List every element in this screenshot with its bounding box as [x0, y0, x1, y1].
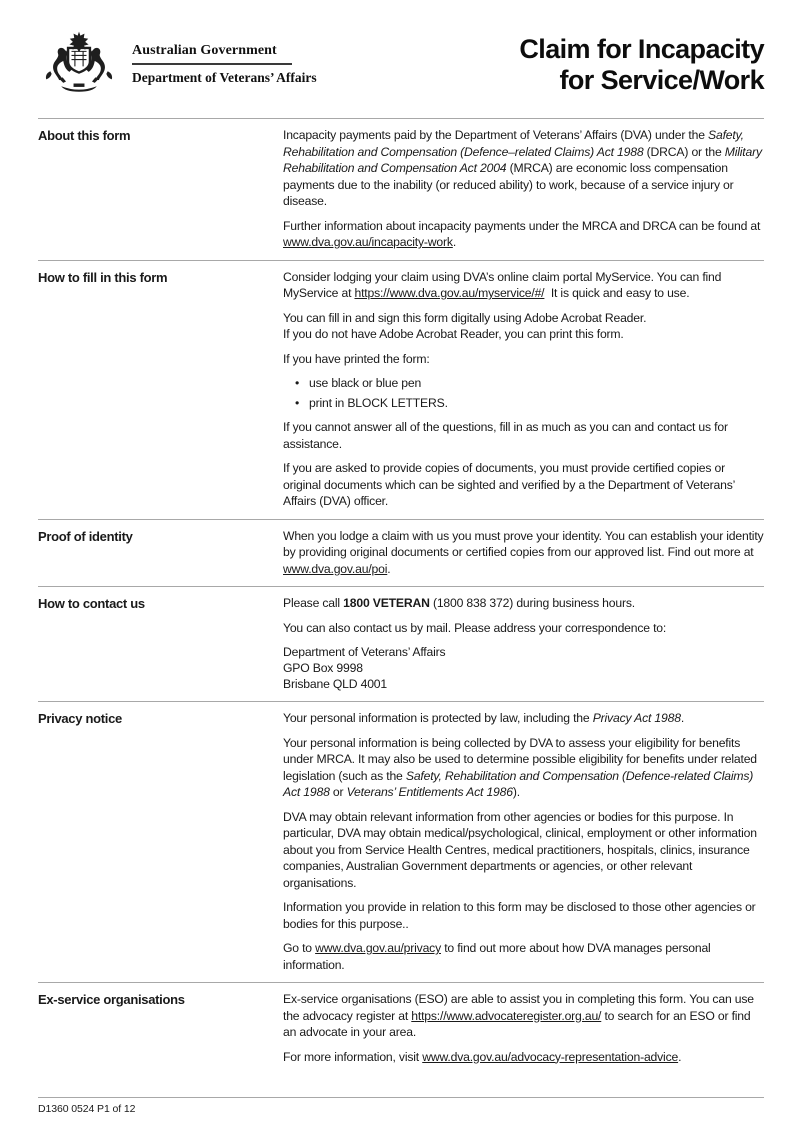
- text-run: .: [678, 1049, 682, 1064]
- section-title: Ex-service organisations: [38, 992, 185, 1007]
- text-run: Your personal information is being collected by DVA to assess your eligibility for benefits under MRCA. It may also be used to determine possible eligibility for benefits under related legislation (such as the: [283, 735, 757, 783]
- paragraph: [283, 269, 765, 302]
- paragraph: [283, 419, 765, 452]
- section-about-this-form: [38, 119, 764, 260]
- paragraph: [283, 620, 765, 637]
- text-run: Privacy Act 1988: [592, 711, 681, 725]
- text-run: to search for an ESO or find an advocate in your area.: [283, 1008, 751, 1039]
- list-item: [283, 375, 765, 392]
- text-run: Further information about incapacity payments under the MRCA and DRCA can be found at: [283, 218, 761, 233]
- page-title: [519, 34, 764, 96]
- section-privacy-notice: [38, 702, 764, 982]
- coat-of-arms-icon: [38, 28, 120, 98]
- section-title: Privacy notice: [38, 711, 122, 726]
- page-title-line1: Claim for Incapacity: [519, 34, 764, 64]
- text-run: (DRCA) or the: [643, 144, 725, 159]
- section-body: [283, 127, 765, 251]
- crest-gov-title: Australian Government: [132, 42, 277, 58]
- section-body: [283, 710, 765, 973]
- link[interactable]: https://www.advocateregister.org.au/: [411, 1008, 602, 1023]
- section-how-to-contact-us: [38, 587, 764, 701]
- text-run: .: [387, 561, 391, 576]
- paragraph: [283, 940, 765, 973]
- crest-divider: [132, 63, 292, 65]
- text-run: ).: [512, 785, 520, 799]
- footer-divider: [38, 1097, 764, 1098]
- text-run: When you lodge a claim with us you must prove your identity. You can establish your identity by providing original documents or certified copies from our approved list. Find out more at: [283, 528, 764, 559]
- text-run: If you are asked to provide copies of documents, you must provide certified copies or original documents which can be sighted and verified by a the Department of Veterans’ Affairs (DVA) officer.: [283, 461, 735, 508]
- paragraph: [283, 809, 765, 892]
- text-run: If you do not have Adobe Acrobat Reader, you can print this form.: [283, 327, 624, 341]
- section-title: Proof of identity: [38, 528, 133, 544]
- link[interactable]: https://www.dva.gov.au/myservice/#/: [354, 286, 545, 300]
- text-run: Please call: [283, 596, 344, 610]
- section-body: [283, 528, 765, 578]
- text-run: Military Rehabilitation and Compensation Act 2004: [283, 144, 762, 175]
- paragraph: [283, 735, 765, 801]
- text-run: GPO Box 9998: [283, 661, 363, 675]
- text-run: Incapacity payments paid by the Department of Veterans’ Affairs (DVA) under the: [283, 128, 709, 142]
- paragraph: [283, 310, 765, 343]
- text-run: Consider lodging your claim using DVA’s online claim portal MyService. You can find MyService at: [283, 269, 722, 300]
- section-ex-service-organisations: [38, 983, 764, 1097]
- paragraph: [283, 218, 765, 251]
- text-run: to find out more about how DVA manages personal information.: [283, 941, 711, 972]
- paragraph: [283, 710, 765, 727]
- text-run: DVA may obtain relevant information from other agencies or bodies for this purpose. In particular, DVA may obtain medical/psychological, clinical, employment or other information about you from Service Health Centres, medical practitioners, hospitals, clinics, insurance companies, Australian Government departments or agencies, or other relevant organisations.: [283, 809, 757, 890]
- text-run: Information you provide in relation to this form may be disclosed to those other agencies or bodies for this purpose..: [283, 900, 756, 931]
- text-run: If you cannot answer all of the questions, fill in as much as you can and contact us for assistance.: [283, 420, 728, 451]
- section-title: About this form: [38, 128, 131, 143]
- bullet-list: [283, 375, 765, 411]
- page-title-line2: for Service/Work: [559, 65, 764, 95]
- text-run: Your personal information is protected by law, including the: [283, 711, 593, 725]
- text-run: 1800 VETERAN: [343, 596, 430, 610]
- text-run: For more information, visit: [283, 1049, 423, 1064]
- page-header: [0, 0, 800, 98]
- text-run: Department of Veterans’ Affairs: [283, 645, 446, 659]
- bullet-text: print in BLOCK LETTERS.: [309, 395, 448, 410]
- text-run: Veterans’ Entitlements Act 1986: [346, 785, 513, 799]
- list-item: [283, 395, 765, 412]
- link[interactable]: www.dva.gov.au/advocacy-representation-advice: [422, 1049, 679, 1064]
- text-run: You can also contact us by mail. Please address your correspondence to:: [283, 620, 667, 635]
- bullet-icon: •: [295, 395, 300, 410]
- form-code: D1360 0524 P1 of 12: [38, 1103, 136, 1115]
- text-run: You can fill in and sign this form digitally using Adobe Acrobat Reader.: [283, 310, 647, 325]
- text-run: Ex-service organisations (ESO) are able to assist you in completing this form. You can use the advocacy register at: [283, 992, 754, 1023]
- text-run: or: [329, 785, 347, 799]
- text-run: Go to: [283, 941, 316, 955]
- paragraph: [283, 528, 765, 578]
- section-body: [283, 269, 765, 510]
- text-run: It is quick and easy to use.: [544, 286, 690, 300]
- paragraph: [283, 595, 765, 612]
- bullet-text: use black or blue pen: [309, 376, 422, 390]
- text-run: (1800 838 372) during business hours.: [429, 596, 635, 610]
- paragraph: [283, 351, 765, 368]
- paragraph: [283, 460, 765, 510]
- paragraph: [283, 899, 765, 932]
- text-run: .: [680, 711, 685, 725]
- text-run: .: [452, 235, 457, 249]
- bullet-icon: •: [295, 376, 300, 390]
- australian-government-crest: [38, 28, 317, 98]
- section-how-to-fill-in-this-form: [38, 261, 764, 519]
- section-title: How to fill in this form: [38, 269, 168, 285]
- link[interactable]: www.dva.gov.au/incapacity-work: [283, 235, 453, 249]
- paragraph: [283, 1049, 765, 1066]
- sections: [0, 118, 800, 1097]
- crest-dept-title: Department of Veterans’ Affairs: [132, 69, 317, 85]
- section-body: [283, 991, 765, 1065]
- section-title: How to contact us: [38, 596, 145, 611]
- crest-text: [132, 41, 317, 86]
- text-run: If you have printed the form:: [283, 351, 430, 366]
- section-body: [283, 595, 765, 692]
- paragraph: [283, 127, 765, 210]
- page-footer: [0, 1097, 800, 1115]
- paragraph: [283, 991, 765, 1041]
- paragraph: [283, 644, 765, 692]
- text-run: Safety, Rehabilitation and Compensation (Defence-related Claims) Act 1988: [283, 768, 754, 799]
- text-run: (MRCA) are economic loss compensation payments due to the inability (or reduced ability) to work, because of a service injury or disease.: [283, 161, 734, 208]
- link[interactable]: www.dva.gov.au/privacy: [315, 941, 441, 955]
- text-run: Safety, Rehabilitation and Compensation (Defence–related Claims) Act 1988: [283, 128, 744, 159]
- text-run: Brisbane QLD 4001: [283, 677, 387, 691]
- link[interactable]: www.dva.gov.au/poi: [283, 561, 388, 576]
- section-proof-of-identity: [38, 520, 764, 587]
